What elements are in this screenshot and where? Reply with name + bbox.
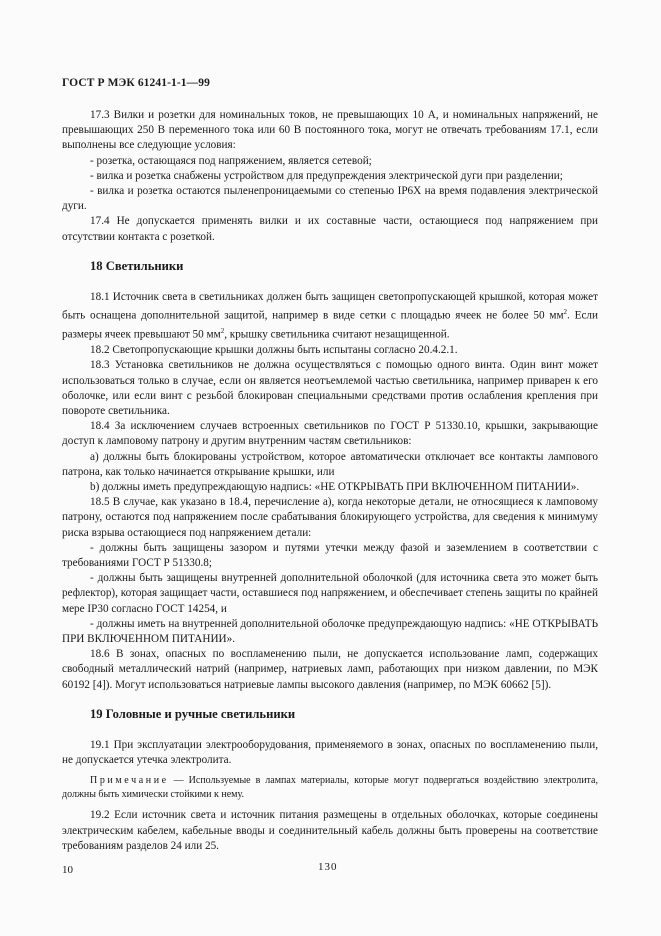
clause-18-5-item-b: - должны быть защищены внутренней дополнительной оболочкой (для источника света это может быть рефлектор), которая защищает части, оставшиеся под напряжением, и обеспечивает степень защиты по крайней мере IP30 согласно ГОСТ 14254, и <box>62 572 598 615</box>
clause-18-5-item-a: - должны быть защищены зазором и путями утечки между фазой и заземлением в соответствии с требованиями ГОСТ Р 51330.8; <box>62 541 598 569</box>
clause-19-2: 19.2 Если источник света и источник питания размещены в отдельных оболочках, которые соединены электрическим кабелем, кабельные вводы и соединительный кабель должны быть проверены на соответствие требованиям разделов 24 или 25. <box>62 809 598 852</box>
section-19-heading: 19 Головные и ручные светильники <box>90 706 296 721</box>
clause-18-1-sup-2: 2 <box>220 327 225 336</box>
document-header: ГОСТ Р МЭК 61241-1-1—99 <box>62 77 210 89</box>
clause-17-4: 17.4 Не допускается применять вилки и их составные части, остающиеся под напряжением при отсутствии контакта с розеткой. <box>62 215 598 243</box>
section-18-heading: 18 Светильники <box>90 258 184 273</box>
clause-19-1: 19.1 При эксплуатации электрооборудования, применяемого в зонах, опасных по воспламенению пыли, не допускается утечка электролита. <box>62 738 598 767</box>
clause-18-5: 18.5 В случае, как указано в 18.4, перечисление а), когда некоторые детали, не относящиеся к ламповому патрону, остаются под напряжением после срабатывания блокирующего устройства, для сведения к минимуму риска взрыва остающиеся под напряжением детали: <box>62 496 598 539</box>
clause-18-1-text-a: 18.1 Источник света в светильниках должен быть защищен светопропускающей крышкой, которая может быть оснащена дополнительной защитой, например в виде сетки с площадью ячеек не более 50 мм <box>62 291 598 322</box>
clause-18-4: 18.4 За исключением случаев встроенных светильников по ГОСТ Р 51330.10, крышки, закрывающие доступ к ламповому патрону и другим внутренним частям светильников: <box>62 420 598 448</box>
clause-17-3-item-b: - вилка и розетка снабжены устройством для предупреждения электрической дуги при разделении; <box>90 169 563 182</box>
clause-18-6: 18.6 В зонах, опасных по воспламенению пыли, не допускается использование ламп, содержащих свободный металлический натрий (например, натриевых ламп, работающих при низком давлении, по МЭК 60192 [4]). Могут использоваться натриевые лампы высокого давления (например, по МЭК 60662 [5]). <box>62 648 598 691</box>
clause-18-4-item-b: b) должны иметь предупреждающую надпись: «НЕ ОТКРЫВАТЬ ПРИ ВКЛЮЧЕННОМ ПИТАНИИ». <box>90 480 580 493</box>
note-text: — Используемые в лампах материалы, которые могут подвергаться воздействию электролита, должны быть химически стойкими к нему. <box>62 775 598 801</box>
clause-18-1-sup-1: 2 <box>563 308 568 317</box>
clause-18-1 <box>62 290 598 343</box>
note <box>62 774 598 802</box>
clause-18-1-text-b: . Если размеры ячеек превышают 50 мм <box>62 309 598 341</box>
clause-17-3-item-a: - розетка, остающаяся под напряжением, является сетевой; <box>90 154 372 167</box>
clause-17-3-item-c: - вилка и розетка остаются пыленепроницаемыми со степенью IP6X на время подавления электрической дуги. <box>62 185 598 213</box>
clause-18-5-item-c: - должны иметь на внутренней дополнительной оболочке предупреждающую надпись: «НЕ ОТКРЫВАТЬ ПРИ ВКЛЮЧЕННОМ ПИТАНИИ». <box>62 617 598 645</box>
clause-17-3: 17.3 Вилки и розетки для номинальных токов, не превышающих 10 А, и номинальных напряжений, не превышающих 250 В переменного тока или 60 В постоянного тока, могут не отвечать требованиям 17.1, если выполнены все следующие условия: <box>62 109 598 152</box>
clause-18-3: 18.3 Установка светильников не должна осуществляться с помощью одного винта. Один винт может использоваться только в случае, если он является неотъемлемой частью светильника, например приварен к его оболочке, или если винт с резьбой блокирован специальными средствами против ослабления крепления при повороте светильника. <box>62 359 598 417</box>
page-number: 10 <box>62 864 73 876</box>
clause-18-2: 18.2 Светопропускающие крышки должны быть испытаны согласно 20.4.2.1. <box>90 344 458 357</box>
document-body <box>62 108 598 854</box>
note-label: Примечание <box>90 775 169 787</box>
clause-18-1-text-c: , крышку светильника считают незащищенной. <box>224 328 450 341</box>
sheet-number: 130 <box>318 861 338 873</box>
clause-18-4-item-a: а) должны быть блокированы устройством, которое автоматически отключает все контакты лампового патрона, как только начинается открывание крышки, или <box>62 450 598 478</box>
